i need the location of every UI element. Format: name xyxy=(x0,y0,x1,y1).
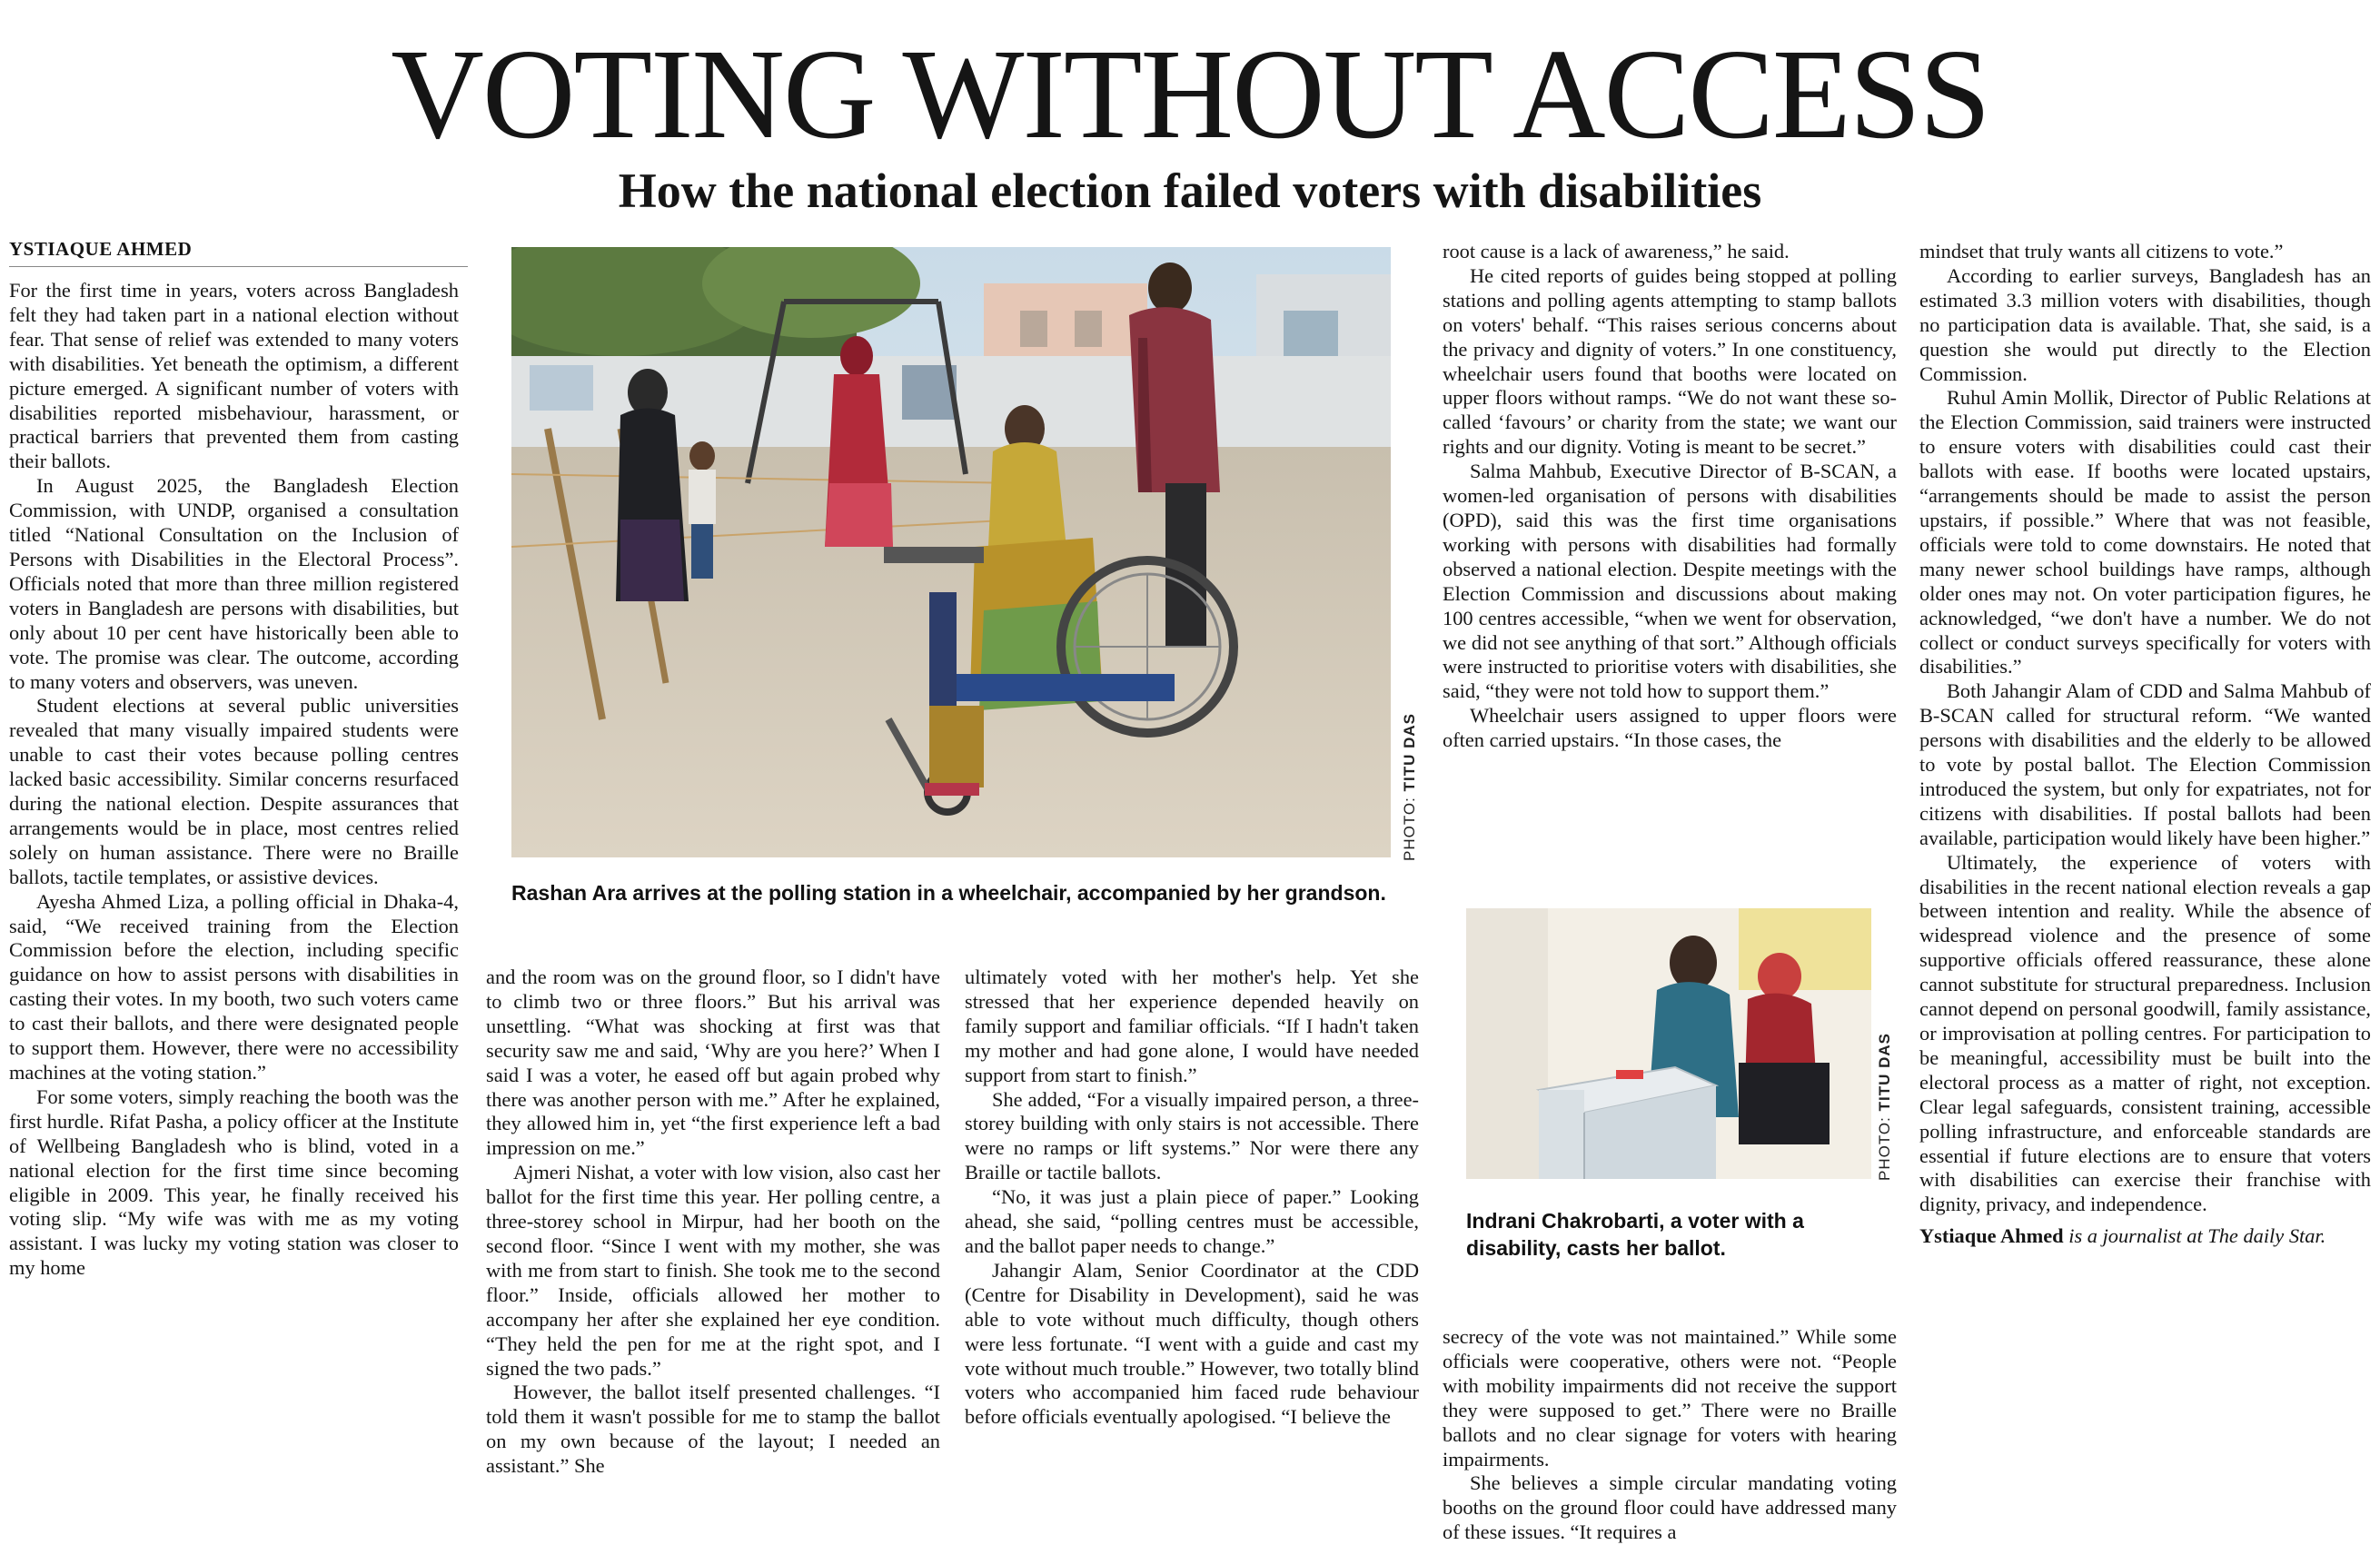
article-column-1 xyxy=(9,279,459,1281)
paragraph: Student elections at several public universities revealed that many visually impaired students were unable to cast their votes because polling centres lacked basic accessibility. Similar concerns resurfaced during the national election. Despite assurances that arrangements would be in place, most centres relied solely on human assistance. There were no Braille ballots, tactile templates, or assistive devices. xyxy=(9,694,459,888)
paragraph: Jahangir Alam, Senior Coordinator at the CDD (Centre for Disability in Development), said he was able to vote without much difficulty, though others were less fortunate. “I went with a guide and cast my vote without much trouble.” However, two totally blind voters who accompanied him faced rude behaviour before officials eventually apologised. “I believe the xyxy=(965,1258,1419,1429)
paragraph: Both Jahangir Alam of CDD and Salma Mahbub of B-SCAN called for structural reform. “We wanted persons with disabilities and the elderly to be allowed to vote by postal ballot. The Election Commission introduced the system, but only for expatriates, not for citizens with disabilities. If postal ballots had been available, participation would likely have been higher.” xyxy=(1919,679,2371,849)
secondary-photo-credit xyxy=(1876,1033,1894,1181)
paragraph: For some voters, simply reaching the booth was the first hurdle. Rifat Pasha, a policy officer at the Institute of Wellbeing Bangladesh who is blind, voted in a national election for the first time since becoming eligible in 2009. This year, he finally received his voting slip. “My wife was with me as my voting assistant. I was lucky my voting station was closer to my home xyxy=(9,1084,459,1280)
paragraph: In August 2025, the Bangladesh Election Commission, with UNDP, organised a consultation titled “National Consultation on the Inclusion of Persons with Disabilities in the Electoral Process”. Officials noted that more than three million registered voters in Bangladesh are persons with disabilities, but only about 10 per cent have historically been able to vote. The promise was clear. The outcome, according to many voters and observers, was uneven. xyxy=(9,474,459,693)
main-photo-caption: Rashan Ara arrives at the polling station in a wheelchair, accompanied by her grandson. xyxy=(511,881,1386,905)
credit-name: TITU DAS xyxy=(1401,713,1418,792)
paragraph: Ajmeri Nishat, a voter with low vision, also cast her ballot for the first time this year. Her polling centre, a three-storey school in Mirpur, had her booth on the second floor. “Since I went with my mother, she was with me from start to finish. She took me to the second floor.” Inside, officials allowed her mother to accompany her after she explained her eye condition. “They held the pen for me at the right spot, and I signed the two pads.” xyxy=(486,1161,940,1380)
article-column-5 xyxy=(1919,240,2371,1249)
paragraph: However, the ballot itself presented challenges. “I told them it wasn't possible for me to stamp the ballot on my own because of the layout; I needed an assistant.” She xyxy=(486,1381,940,1478)
article-column-2 xyxy=(486,966,940,1479)
paragraph: Ayesha Ahmed Liza, a polling official in Dhaka-4, said, “We received training from the Election Commission before the election, including specific guidance on how to assist persons with disabilities in casting their votes. In my booth, two such voters came to cast their ballots, and there were designated people to support them. However, there were no accessibility machines at the voting station.” xyxy=(9,889,459,1084)
paragraph: secrecy of the vote was not maintained.” While some officials were cooperative, others were not. “People with mobility impairments did not receive the support they were supposed to get.” There were no Braille ballots and no clear signage for voters with hearing impairments. xyxy=(1443,1325,1897,1471)
paragraph: Ultimately, the experience of voters with disabilities in the recent national election reveals a gap between intention and reality. While the absence of widespread violence and the presence of some supportive officials offered reassurance, these alone cannot substitute for structural preparedness. Inclusion cannot depend on personal goodwill, family assistance, or improvisation at polling centres. For participation to be meaningful, accessibility must be built into the electoral process as a matter of right, not exception. Clear legal safeguards, consistent training, accessible polling infrastructure, and enforceable standards are essential if future elections are to ensure that voters with disabilities can exercise their franchise with dignity, privacy, and independence. xyxy=(1919,850,2371,1216)
article-column-4-top xyxy=(1443,240,1897,753)
main-photo-credit xyxy=(1401,713,1419,861)
article-column-3 xyxy=(965,966,1419,1430)
subheadline: How the national election failed voters with disabilities xyxy=(618,163,1762,218)
paragraph: He cited reports of guides being stopped at polling stations and polling agents attempting to stamp ballots on voters' behalf. “This raises serious concerns about the privacy and dignity of voters.” In one constituency, wheelchair users found that booths were located on upper floors without ramps. “We do not want these so-called ‘favours’ or charity from the state; we want our rights and our dignity. Voting is meant to be secret.” xyxy=(1443,263,1897,459)
author-bio xyxy=(1919,1224,2371,1249)
paragraph: Ruhul Amin Mollik, Director of Public Relations at the Election Commission, said trainers were instructed to ensure voters with disabilities could cast their ballots with ease. If booths were located upstairs, “arrangements should be made to assist the person upstairs, if possible.” Where that was not feasible, officials were told to come downstairs. He noted that many newer school buildings have ramps, although older ones may not. On voter participation figures, he acknowledged, “we don't have a number. We do not collect or conduct surveys specifically for voters with disabilities.” xyxy=(1919,386,2371,678)
paragraph: ultimately voted with her mother's help. Yet she stressed that her experience depended heavily on family support and familiar officials. “If I hadn't taken my mother and had gone alone, I would have needed support from start to finish.” xyxy=(965,966,1419,1086)
paragraph: Wheelchair users assigned to upper floors were often carried upstairs. “In those cases, the xyxy=(1443,704,1897,752)
author-name: Ystiaque Ahmed xyxy=(1919,1224,2064,1248)
main-photo xyxy=(511,247,1391,857)
author-bio-text: is a journalist at The daily Star. xyxy=(2063,1224,2326,1248)
wheelchair-voter-photo xyxy=(511,247,1391,857)
paragraph: For the first time in years, voters across Bangladesh felt they had taken part in a national election without fear. That sense of relief was extended to many voters with disabilities. Yet beneath the optimism, a different picture emerged. A significant number of voters with disabilities reported misbehaviour, harassment, or practical barriers that prevented them from casting their ballots. xyxy=(9,279,459,473)
credit-prefix: PHOTO: xyxy=(1876,1116,1893,1181)
ballot-casting-photo xyxy=(1466,908,1871,1179)
paragraph: mindset that truly wants all citizens to vote.” xyxy=(1919,240,2284,262)
paragraph: and the room was on the ground floor, so I didn't have to climb two or three floors.” But his arrival was unsettling. “What was shocking at first was that security saw me and said, ‘Why are you here?’ When I said I was a voter, he eased off but again probed why there was another person with me.” After he explained, they allowed him in, yet “the first experience left a bad impression on me.” xyxy=(486,966,940,1160)
headline: VOTING WITHOUT ACCESS xyxy=(391,22,1989,165)
credit-name: TITU DAS xyxy=(1876,1033,1893,1112)
article-column-4-bottom xyxy=(1443,1325,1897,1545)
byline: YSTIAQUE AHMED xyxy=(9,238,468,267)
paragraph: She believes a simple circular mandating voting booths on the ground floor could have addressed many of these issues. “It requires a xyxy=(1443,1471,1897,1544)
paragraph: root cause is a lack of awareness,” he said. xyxy=(1443,240,1790,262)
credit-prefix: PHOTO: xyxy=(1401,797,1418,861)
paragraph: Salma Mahbub, Executive Director of B-SCAN, a women-led organisation of persons with disabilities (OPD), said this was the first time organisations working with persons with disabilities had formally observed a national election. Despite meetings with the Election Commission and discussions about making 100 centres accessible, “when we went for observation, we did not see anything of that sort.” Although officials were instructed to prioritise voters with disabilities, she said, “they were not told how to support them.” xyxy=(1443,460,1897,703)
paragraph: She added, “For a visually impaired person, a three-storey building with only stairs is not accessible. There were no ramps or lift systems.” Nor were there any Braille or tactile ballots. xyxy=(965,1087,1419,1184)
secondary-photo xyxy=(1466,908,1871,1179)
paragraph: According to earlier surveys, Bangladesh has an estimated 3.3 million voters with disabilities, though no participation data is available. That, she said, is a question she would put directly to the Election Commission. xyxy=(1919,263,2371,385)
paragraph: “No, it was just a plain piece of paper.” Looking ahead, she said, “polling centres must be accessible, and the ballot paper needs to change.” xyxy=(965,1185,1419,1257)
secondary-photo-caption: Indrani Chakrobarti, a voter with a disability, casts her ballot. xyxy=(1466,1209,1804,1260)
